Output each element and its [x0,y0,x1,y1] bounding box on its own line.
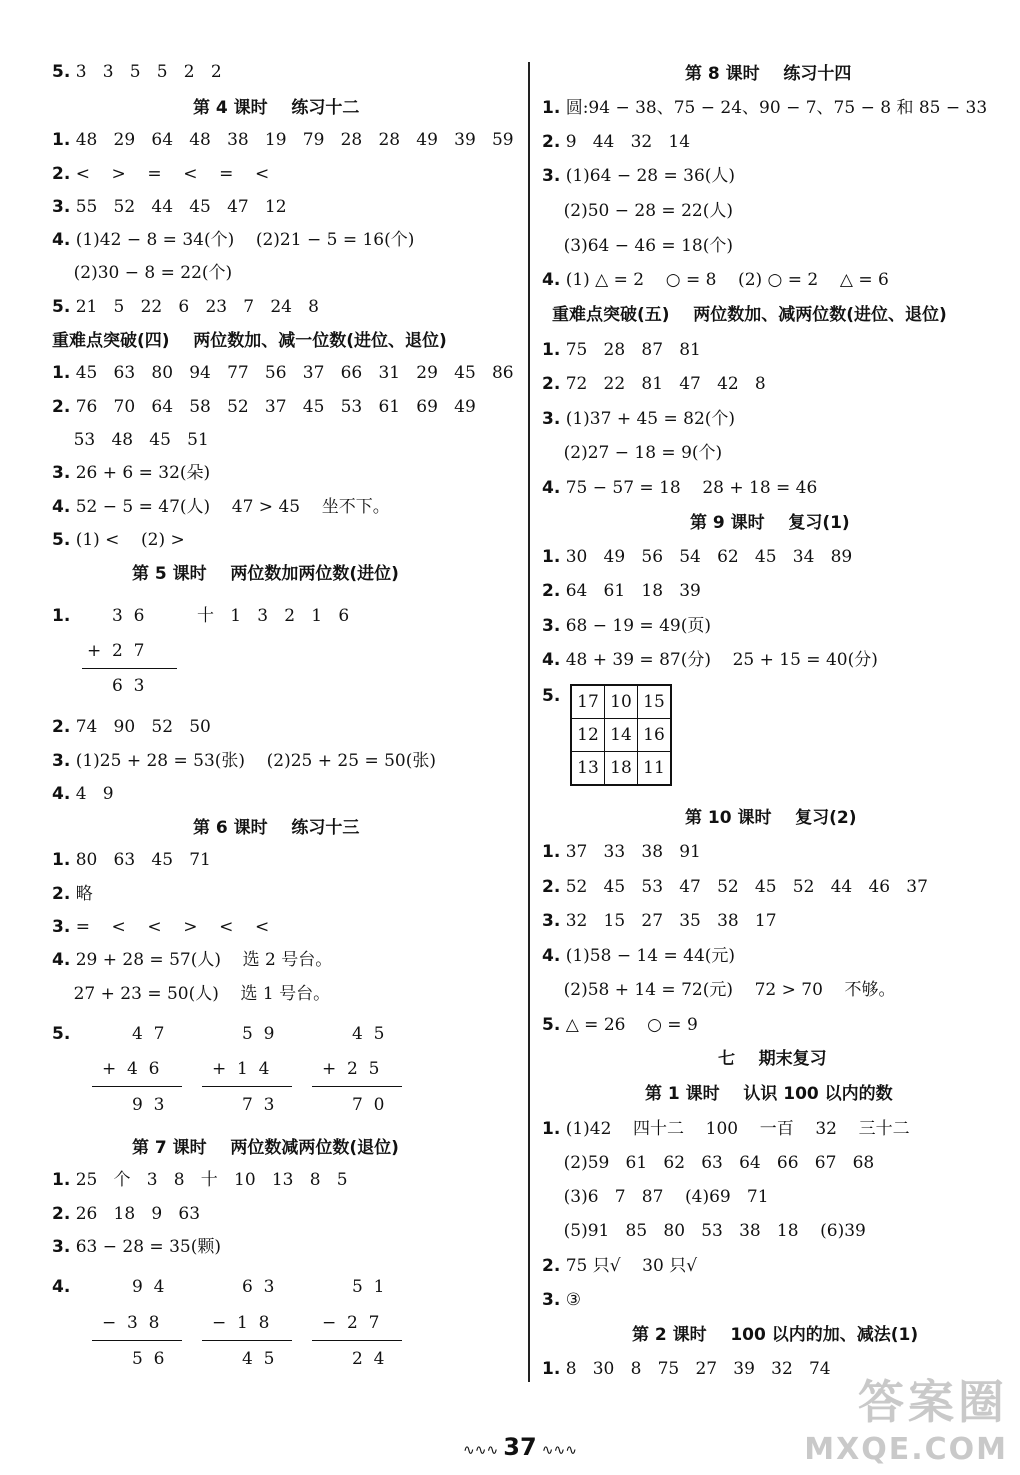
answer-line: 1. 48 29 64 48 38 19 79 28 28 49 39 59 [52,130,514,150]
grid-cell: 10 [605,685,638,719]
answer-line: (2)27 − 18 = 9(个) [542,443,723,463]
grid-cell: 16 [638,719,672,752]
answer-line: 3. = < < > < < [52,917,270,937]
answer-line: 2. 52 45 53 47 52 45 52 44 46 37 [542,877,928,897]
answer-line: 2. 76 70 64 58 52 37 45 53 61 69 49 [52,397,476,417]
answer-line: 1. 37 33 38 91 [542,842,701,862]
section-heading: 第 10 课时 复习(2) [685,808,857,828]
grid-cell: 18 [605,752,638,786]
answer-line: (3)6 7 87 (4)69 71 [542,1187,769,1207]
watermark-text: 答案圈 [858,1375,1008,1429]
answer-line: 1. 45 63 80 94 77 56 37 66 31 29 45 86 [52,363,514,383]
answer-line: (2)59 61 62 63 64 66 67 68 [542,1153,875,1173]
answer-line: 2. 略 [52,884,93,904]
answer-line: 4. (1)42 − 8 = 34(个) (2)21 − 5 = 16(个) [52,230,415,250]
section-heading: 第 2 课时 100 以内的加、减法(1) [632,1325,919,1345]
grid-cell: 17 [571,685,605,719]
answer-line: 1. 圆:94 − 38、75 − 24、90 − 7、75 − 8 和 85 − 33 [542,98,988,118]
answer-line: 3. 68 − 19 = 49(页) [542,616,711,636]
section-heading: 重难点突破(四) 两位数加、减一位数(进位、退位) [52,331,447,351]
section-heading: 第 9 课时 复习(1) [690,513,850,533]
answer-line: 3. (1)64 − 28 = 36(人) [542,166,736,186]
answer-line: 5. 21 5 22 6 23 7 24 8 [52,297,319,317]
answer-line: 1. 25 个 3 8 十 10 13 8 5 [52,1170,348,1190]
answer-line: 2. 26 18 9 63 [52,1204,201,1224]
magic-square-grid [570,684,672,786]
answer-line: (2)50 − 28 = 22(人) [542,201,733,221]
answer-line: 5. 3 3 5 5 2 2 [52,62,222,82]
grid-cell: 13 [571,752,605,786]
answer-line: 2. 9 44 32 14 [542,132,691,152]
grid-cell: 11 [638,752,672,786]
vertical-calculation: 1. 3 6 十 1 3 2 1 6 + 2 7 6 3 [52,606,350,696]
section-heading: 第 7 课时 两位数减两位数(退位) [132,1138,399,1158]
answer-line: 4. 4 9 [52,784,114,804]
answer-line: 1. 75 28 87 81 [542,340,701,360]
answer-line: 1. (1)42 四十二 100 一百 32 三十二 [542,1119,910,1139]
answer-line: 4. 75 − 57 = 18 28 + 18 = 46 [542,478,818,498]
answer-line: 1. 30 49 56 54 62 45 34 89 [542,547,853,567]
section-heading: 第 4 课时 练习十二 [193,98,360,118]
wave-ornament-icon: ∿∿∿ [463,1442,499,1459]
answer-line: (2)30 − 8 = 22(个) [52,263,233,283]
answer-line: 2. 72 22 81 47 42 8 [542,374,766,394]
answer-line: 3. (1)37 + 45 = 82(个) [542,409,736,429]
answer-line: (3)64 − 46 = 18(个) [542,236,733,256]
answer-line: 3. 26 + 6 = 32(朵) [52,463,211,483]
answer-line: 3. 55 52 44 45 47 12 [52,197,287,217]
answer-line: 4. 48 + 39 = 87(分) 25 + 15 = 40(分) [542,650,878,670]
grid-cell: 14 [605,719,638,752]
vertical-calculation: 5. 4 7 + 4 6 9 3 5 9 + 1 4 7 3 4 5 + 2 5 7 0 [52,1024,512,1116]
watermark-logo [804,1366,1008,1467]
answer-line: 3. (1)25 + 28 = 53(张) (2)25 + 25 = 50(张) [52,751,437,771]
grid-cell: 12 [571,719,605,752]
answer-line: 5. [542,686,561,706]
section-heading: 第 1 课时 认识 100 以内的数 [645,1084,893,1104]
answer-line: 4. 29 + 28 = 57(人) 选 2 号台。 [52,950,333,970]
answer-line: 4. (1)58 − 14 = 44(元) [542,946,736,966]
answer-line: 4. 52 − 5 = 47(人) 47 > 45 坐不下。 [52,497,390,517]
page-number: 37 [503,1433,537,1461]
answer-line: 3. ③ [542,1290,581,1310]
chapter-heading: 七 期末复习 [718,1049,827,1069]
answer-line: 2. 74 90 52 50 [52,717,211,737]
answer-line: 3. 32 15 27 35 38 17 [542,911,777,931]
section-heading: 重难点突破(五) 两位数加、减两位数(进位、退位) [552,305,947,325]
page-footer [455,1433,585,1461]
answer-line: 4. (1) △ = 2 ○ = 8 (2) ○ = 2 △ = 6 [542,270,889,290]
answer-line: 2. 64 61 18 39 [542,581,701,601]
section-heading: 第 8 课时 练习十四 [685,64,852,84]
answer-line: (5)91 85 80 53 38 18 (6)39 [542,1221,866,1241]
section-heading: 第 5 课时 两位数加两位数(进位) [132,564,399,584]
answer-line: 1. 8 30 8 75 27 39 32 74 [542,1359,831,1379]
answer-line: 5. △ = 26 ○ = 9 [542,1015,698,1035]
wave-ornament-icon: ∿∿∿ [541,1442,577,1459]
answer-line: 53 48 45 51 [52,430,209,450]
watermark-url: MXQE.COM [804,1432,1008,1467]
answer-line: 2. 75 只√ 30 只√ [542,1256,698,1276]
section-heading: 第 6 课时 练习十三 [193,818,360,838]
answer-line: 5. (1) < (2) > [52,530,185,550]
answer-line: 2. < > = < = < [52,164,270,184]
answer-line: 3. 63 − 28 = 35(颗) [52,1237,221,1257]
column-divider [528,62,530,1382]
answer-line: (2)58 + 14 = 72(元) 72 > 70 不够。 [542,980,896,1000]
answer-line: 27 + 23 = 50(人) 选 1 号台。 [52,984,331,1004]
answer-line: 1. 80 63 45 71 [52,850,211,870]
vertical-calculation: 4. 9 4 − 3 8 5 6 6 3 − 1 8 4 5 5 1 − 2 7 2 4 [52,1277,512,1369]
grid-cell: 15 [638,685,672,719]
